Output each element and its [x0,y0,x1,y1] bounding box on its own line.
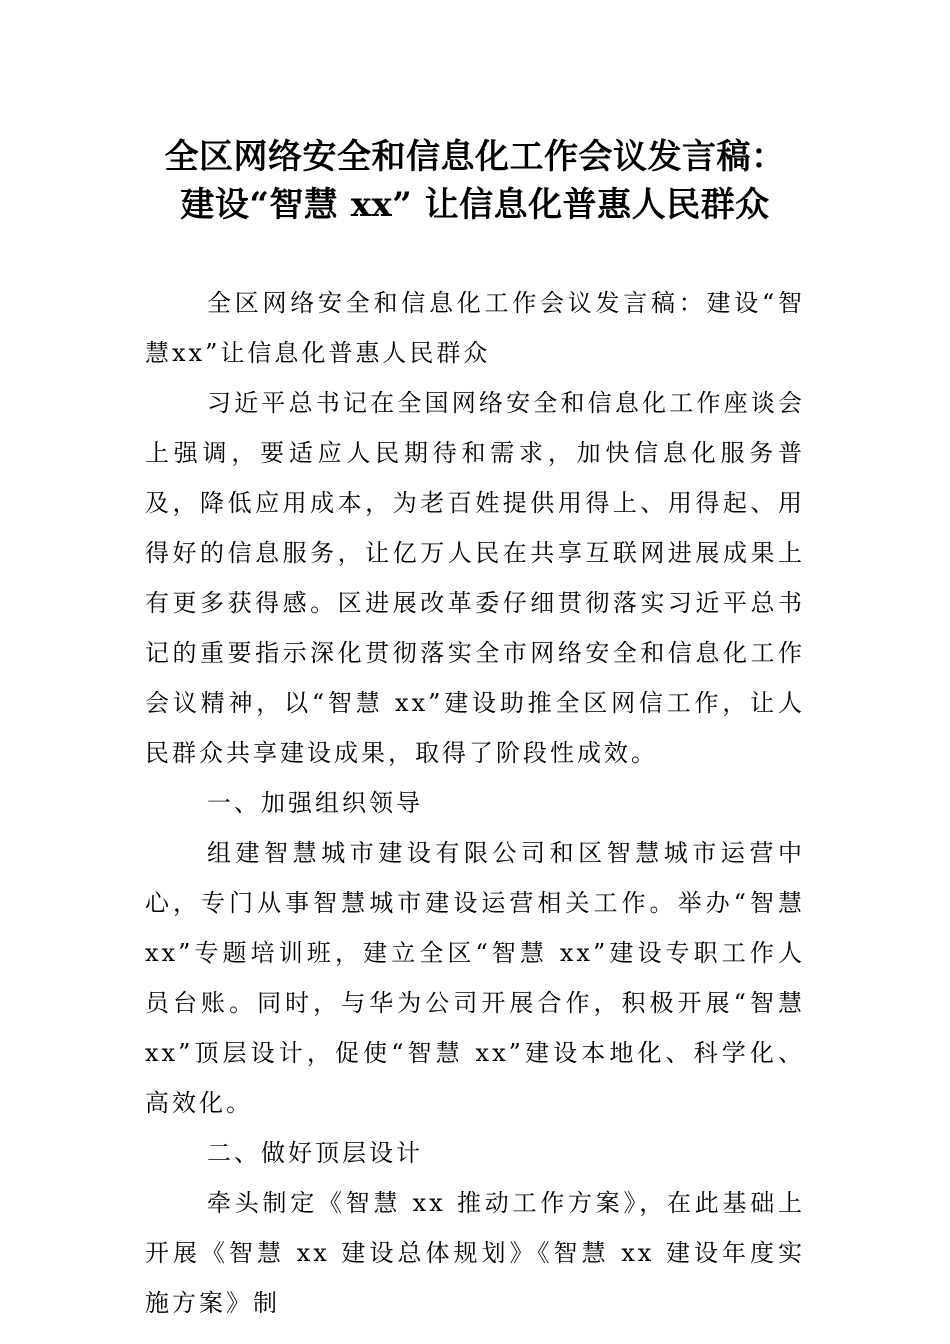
paragraph-intro: 习近平总书记在全国网络安全和信息化工作座谈会上强调，要适应人民期待和需求，加快信息化服务普及，降低应用成本，为老百姓提供用得上、用得起、用得好的信息服务，让亿万人民在共享互联网进展成果上有更多获得感。区进展改革委仔细贯彻落实习近平总书记的重要指示深化贯彻落实全市网络安全和信息化工作会议精神，以“智慧 xx”建设助推全区网信工作，让人民群众共享建设成果，取得了阶段性成效。 [145,389,805,767]
document-title-line-1: 全区网络安全和信息化工作会议发言稿： [164,137,786,177]
document-title-line-2: 建设“智慧 xx” 让信息化普惠人民群众 [180,185,770,225]
section-heading-1: 一、加强组织领导 [207,789,423,817]
section-heading-2: 二、做好顶层设计 [207,1139,423,1167]
paragraph-section-2: 牵头制定《智慧 xx 推动工作方案》，在此基础上开展《智慧 xx 建设总体规划》《智慧 xx 建设年度实施方案》制 [145,1189,805,1317]
paragraph-title-repeat: 全区网络安全和信息化工作会议发言稿：建设“智慧xx”让信息化普惠人民群众 [145,289,805,367]
paragraph-section-1: 组建智慧城市建设有限公司和区智慧城市运营中心，专门从事智慧城市建设运营相关工作。举办“智慧 xx”专题培训班，建立全区“智慧 xx”建设专职工作人员台账。同时，与华为公司开展合作，积极开展“智慧 xx”顶层设计，促使“智慧 xx”建设本地化、科学化、高效化。 [145,839,805,1117]
document-body [145,278,805,1328]
